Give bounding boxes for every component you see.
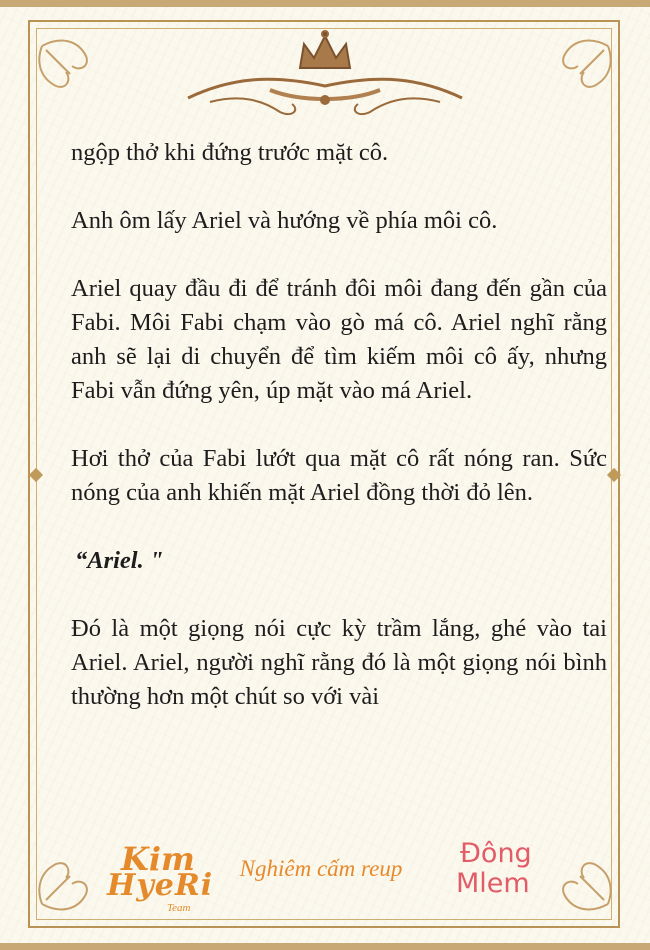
kim-hyeri-team-logo xyxy=(103,840,218,930)
logo-mlem-text: Mlem xyxy=(456,868,530,899)
logo-dong-text: Đông xyxy=(460,838,532,869)
paragraph-quote: “Ariel. " xyxy=(75,547,164,574)
logo-team-text: Team xyxy=(167,902,191,914)
paragraph-1: ngộp thở khi đứng trước mặt cô. xyxy=(71,139,389,166)
paragraph-2: Anh ôm lấy Ariel và hướng về phía môi cô. xyxy=(71,207,498,234)
logo-hyeri-text: HyeRi xyxy=(107,868,214,903)
paragraph-4: Hơi thở của Fabi lướt qua mặt cô rất nóng ran. Sức nóng của anh khiến mặt Ariel đồng thời đỏ lên. xyxy=(71,445,607,506)
story-text xyxy=(71,136,607,714)
bottom-edge-strip xyxy=(0,943,650,950)
dong-mlem-logo xyxy=(426,838,556,928)
paragraph-6: Đó là một giọng nói cực kỳ trầm lắng, ghé vào tai Ariel. Ariel, người nghĩ rằng đó là một giọng nói bình thường hơn một chút so với vài xyxy=(71,615,607,710)
no-reupload-notice: Nghiêm cấm reup xyxy=(239,856,403,881)
logo-kim-text: Kim xyxy=(121,840,195,878)
top-edge-strip xyxy=(0,0,650,7)
paragraph-3: Ariel quay đầu đi để tránh đôi môi đang đến gần của Fabi. Môi Fabi chạm vào gò má cô. Ariel nghĩ rằng anh sẽ lại di chuyển để tìm kiếm môi cô ấy, nhưng Fabi vẫn đứng yên, úp mặt vào má Ariel. xyxy=(71,275,607,404)
